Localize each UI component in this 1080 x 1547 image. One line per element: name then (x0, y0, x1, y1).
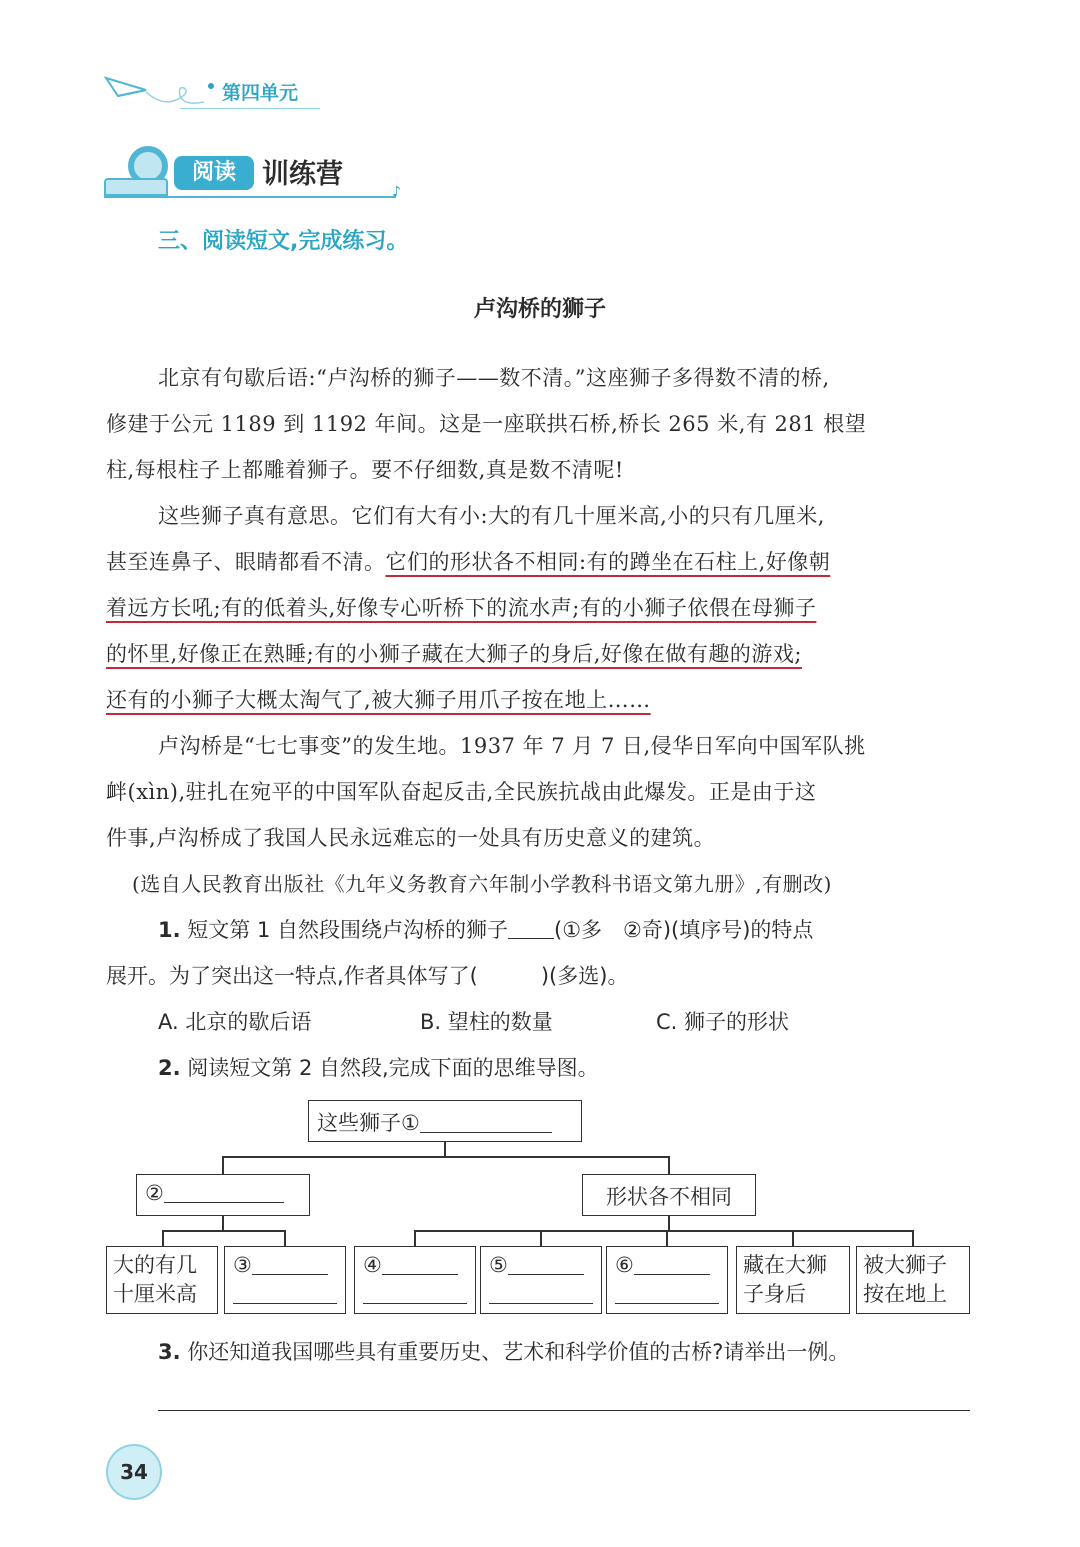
connector (284, 1230, 286, 1246)
answer-blank[interactable] (164, 1182, 284, 1203)
unit-label: 第四单元 (222, 82, 299, 104)
question-number: 3. (158, 1340, 181, 1364)
leaf-label: ③ (233, 1253, 252, 1277)
connector (162, 1230, 164, 1246)
answer-blank[interactable] (382, 1254, 458, 1275)
mindmap-leaf (480, 1246, 602, 1314)
page-number: 34 (106, 1444, 162, 1500)
mindmap-leaf (106, 1246, 218, 1314)
option-c[interactable]: C. 狮子的形状 (656, 1010, 790, 1034)
mindmap-right-branch: 形状各不相同 (582, 1174, 756, 1216)
passage-line: 修建于公元 1189 到 1192 年间。这是一座联拱石桥,桥长 265 米,有 281 根望 (106, 412, 867, 436)
underlined-segment: 它们的形状各不相同:有的蹲坐在石柱上,好像朝 (385, 550, 831, 574)
passage-source: (选自人民教育出版社《九年义务教育六年制小学教科书语文第九册》,有删改) (132, 872, 832, 896)
passage-line: 卢沟桥是“七七事变”的发生地。1937 年 7 月 7 日,侵华日军向中国军队挑 (158, 734, 866, 758)
mindmap-leaf (354, 1246, 476, 1314)
mindmap-leaf (224, 1246, 346, 1314)
passage-line: 这些狮子真有意思。它们有大有小:大的有几十厘米高,小的只有几厘米, (158, 504, 825, 528)
connector (668, 1214, 670, 1230)
passage-line: 件事,卢沟桥成了我国人民永远难忘的一处具有历史意义的建筑。 (106, 826, 716, 850)
leaf-label: ⑥ (615, 1253, 634, 1277)
paper-plane-icon (104, 72, 214, 112)
answer-blank[interactable] (489, 1283, 593, 1304)
mindmap-leaf (606, 1246, 728, 1314)
answer-blank[interactable] (233, 1283, 337, 1304)
connector (222, 1214, 224, 1230)
leaf-text: 被大狮子 (863, 1253, 947, 1277)
mindmap-leaf (856, 1246, 970, 1314)
question-1-line-2: 展开。为了突出这一特点,作者具体写了( )(多选)。 (106, 964, 629, 988)
answer-blank[interactable] (615, 1283, 719, 1304)
answer-blank[interactable] (634, 1254, 710, 1275)
book-icon (104, 178, 168, 196)
question-text: 阅读短文第 2 自然段,完成下面的思维导图。 (187, 1056, 599, 1080)
answer-line[interactable] (158, 1410, 970, 1411)
leaf-text: 大的有几 (113, 1253, 197, 1277)
underlined-line: 还有的小狮子大概太淘气了,被大狮子用爪子按在地上…… (106, 688, 651, 712)
leaf-text: 按在地上 (863, 1282, 947, 1306)
connector (222, 1156, 224, 1174)
answer-blank[interactable] (252, 1254, 328, 1275)
connector (540, 1230, 542, 1246)
question-1 (158, 914, 813, 944)
connector (414, 1230, 912, 1232)
option-a[interactable]: A. 北京的歇后语 (158, 1010, 312, 1034)
connector (912, 1230, 914, 1246)
passage-line: 柱,每根柱子上都雕着狮子。要不仔细数,真是数不清呢! (106, 458, 624, 482)
passage-line: 衅(xìn),驻扎在宛平的中国军队奋起反击,全民族抗战由此爆发。正是由于这 (106, 780, 817, 804)
answer-blank[interactable] (508, 920, 554, 939)
reading-badge: 阅读 (174, 156, 254, 190)
passage-title: 卢沟桥的狮子 (473, 297, 606, 322)
answer-blank[interactable] (508, 1254, 584, 1275)
mindmap-left-branch (136, 1174, 310, 1216)
connector (666, 1230, 668, 1246)
music-note-icon: ♪ (392, 184, 401, 200)
question-text: (①多 ②奇)(填序号)的特点 (554, 918, 814, 942)
underlined-line: 的怀里,好像正在熟睡;有的小狮子藏在大狮子的身后,好像在做有趣的游戏; (106, 642, 802, 666)
question-text: 你还知道我国哪些具有重要历史、艺术和科学价值的古桥?请举出一例。 (187, 1340, 850, 1364)
header-rule (180, 108, 320, 109)
mindmap-root (308, 1100, 582, 1142)
connector (668, 1156, 670, 1174)
answer-blank[interactable] (363, 1283, 467, 1304)
leaf-label: ④ (363, 1253, 382, 1277)
question-text: 短文第 1 自然段围绕卢沟桥的狮子 (187, 918, 508, 942)
question-2 (158, 1052, 599, 1082)
connector (792, 1230, 794, 1246)
leaf-text: 子身后 (743, 1282, 806, 1306)
option-b[interactable]: B. 望柱的数量 (420, 1010, 553, 1034)
banner-title: 训练营 (262, 159, 343, 190)
question-number: 2. (158, 1056, 181, 1080)
question-3 (158, 1336, 849, 1366)
passage-line (106, 546, 830, 576)
answer-blank[interactable] (420, 1112, 552, 1133)
leaf-label: ⑤ (489, 1253, 508, 1277)
passage-segment: 甚至连鼻子、眼睛都看不清。 (106, 550, 386, 574)
mindmap-left-label: ② (145, 1181, 164, 1205)
underlined-line: 着远方长吼;有的低着头,好像专心听桥下的流水声;有的小狮子依偎在母狮子 (106, 596, 817, 620)
unit-dot (208, 83, 214, 89)
passage-line: 北京有句歇后语:“卢沟桥的狮子——数不清。”这座狮子多得数不清的桥, (158, 366, 830, 390)
leaf-text: 十厘米高 (113, 1282, 197, 1306)
leaf-text: 藏在大狮 (743, 1253, 827, 1277)
banner-underline (104, 196, 396, 198)
connector (414, 1230, 416, 1246)
connector (222, 1156, 668, 1158)
section-heading: 三、阅读短文,完成练习。 (158, 229, 409, 254)
question-number: 1. (158, 918, 181, 942)
connector (444, 1140, 446, 1156)
mindmap-leaf (736, 1246, 850, 1314)
mindmap-root-label: 这些狮子① (317, 1111, 420, 1135)
connector (162, 1230, 284, 1232)
